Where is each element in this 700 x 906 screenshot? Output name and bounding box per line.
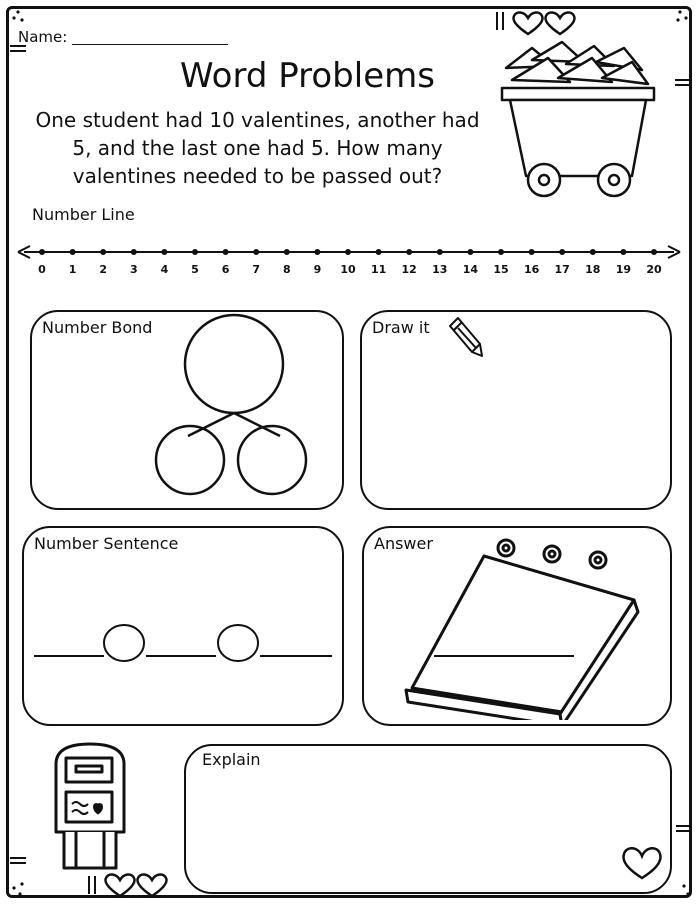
number-line-tick-label: 10	[340, 263, 356, 276]
number-line-tick	[620, 249, 626, 255]
number-line-tick-label: 13	[432, 263, 448, 276]
number-line-tick	[100, 249, 106, 255]
number-sentence-label: Number Sentence	[34, 534, 179, 553]
number-sentence-box[interactable]	[22, 526, 344, 726]
number-line-tick	[467, 249, 473, 255]
number-line-tick-label: 11	[370, 263, 387, 276]
number-line-tick-label: 19	[615, 263, 632, 276]
draw-it-label: Draw it	[372, 318, 430, 337]
number-line-tick	[529, 249, 535, 255]
number-line-tick-label: 17	[554, 263, 570, 276]
number-line-tick-label: 5	[191, 263, 199, 276]
page-title: Word Problems	[180, 56, 435, 96]
number-line-tick-label: 15	[493, 263, 509, 276]
hearts-icon	[508, 8, 580, 38]
number-line-tick	[192, 249, 198, 255]
problem-text: One student had 10 valentines, another had 5, and the last one had 5. How many valentines needed to be passed out?	[35, 108, 480, 188]
number-line-tick-label: 18	[585, 263, 601, 276]
answer-box[interactable]	[362, 526, 672, 726]
mailbox-icon	[50, 740, 134, 872]
explain-label: Explain	[202, 750, 261, 769]
notepad-icon	[402, 530, 642, 720]
number-line-tick-label: 6	[221, 263, 230, 276]
number-line-tick	[39, 249, 45, 255]
valentine-cart-icon	[492, 38, 662, 198]
number-line-tick-label: 7	[252, 263, 261, 276]
number-line-tick	[437, 249, 443, 255]
number-line-tick	[70, 249, 76, 255]
number-bond-box[interactable]	[30, 310, 344, 510]
number-line-tick	[253, 249, 259, 255]
number-line-tick	[161, 249, 167, 255]
number-line	[14, 236, 686, 280]
hearts-icon	[100, 870, 172, 900]
number-bond-diagram	[148, 312, 318, 507]
number-line-tick-label: 20	[646, 263, 662, 276]
number-line-tick	[651, 249, 657, 255]
number-line-tick-label: 3	[129, 263, 138, 276]
draw-it-box[interactable]	[360, 310, 672, 510]
number-line-tick	[376, 249, 382, 255]
heart-icon	[620, 842, 664, 882]
number-sentence-template	[32, 618, 336, 668]
number-line-tick-label: 1	[68, 263, 77, 276]
number-line-tick-label: 12	[401, 263, 417, 276]
number-line-tick	[559, 249, 565, 255]
number-line-tick-label: 2	[99, 263, 108, 276]
number-line-tick	[131, 249, 137, 255]
name-field[interactable]	[72, 44, 228, 45]
number-line-tick-label: 8	[282, 263, 291, 276]
number-line-tick	[223, 249, 229, 255]
pencil-icon	[446, 314, 486, 360]
number-line-tick-label: 14	[462, 263, 479, 276]
number-bond-label: Number Bond	[42, 318, 153, 337]
number-line-tick-label: 0	[38, 263, 46, 276]
number-line-tick	[314, 249, 320, 255]
answer-label: Answer	[374, 534, 433, 553]
number-line-tick	[284, 249, 290, 255]
name-label: Name:	[18, 28, 68, 46]
explain-box[interactable]	[184, 744, 672, 894]
number-line-tick	[345, 249, 351, 255]
number-line-tick-label: 4	[160, 263, 169, 276]
number-line-tick	[590, 249, 596, 255]
number-line-tick-label: 9	[313, 263, 322, 276]
number-line-tick-label: 16	[523, 263, 540, 276]
number-line-tick	[498, 249, 504, 255]
number-line-tick	[406, 249, 412, 255]
number-line-label: Number Line	[32, 205, 135, 224]
